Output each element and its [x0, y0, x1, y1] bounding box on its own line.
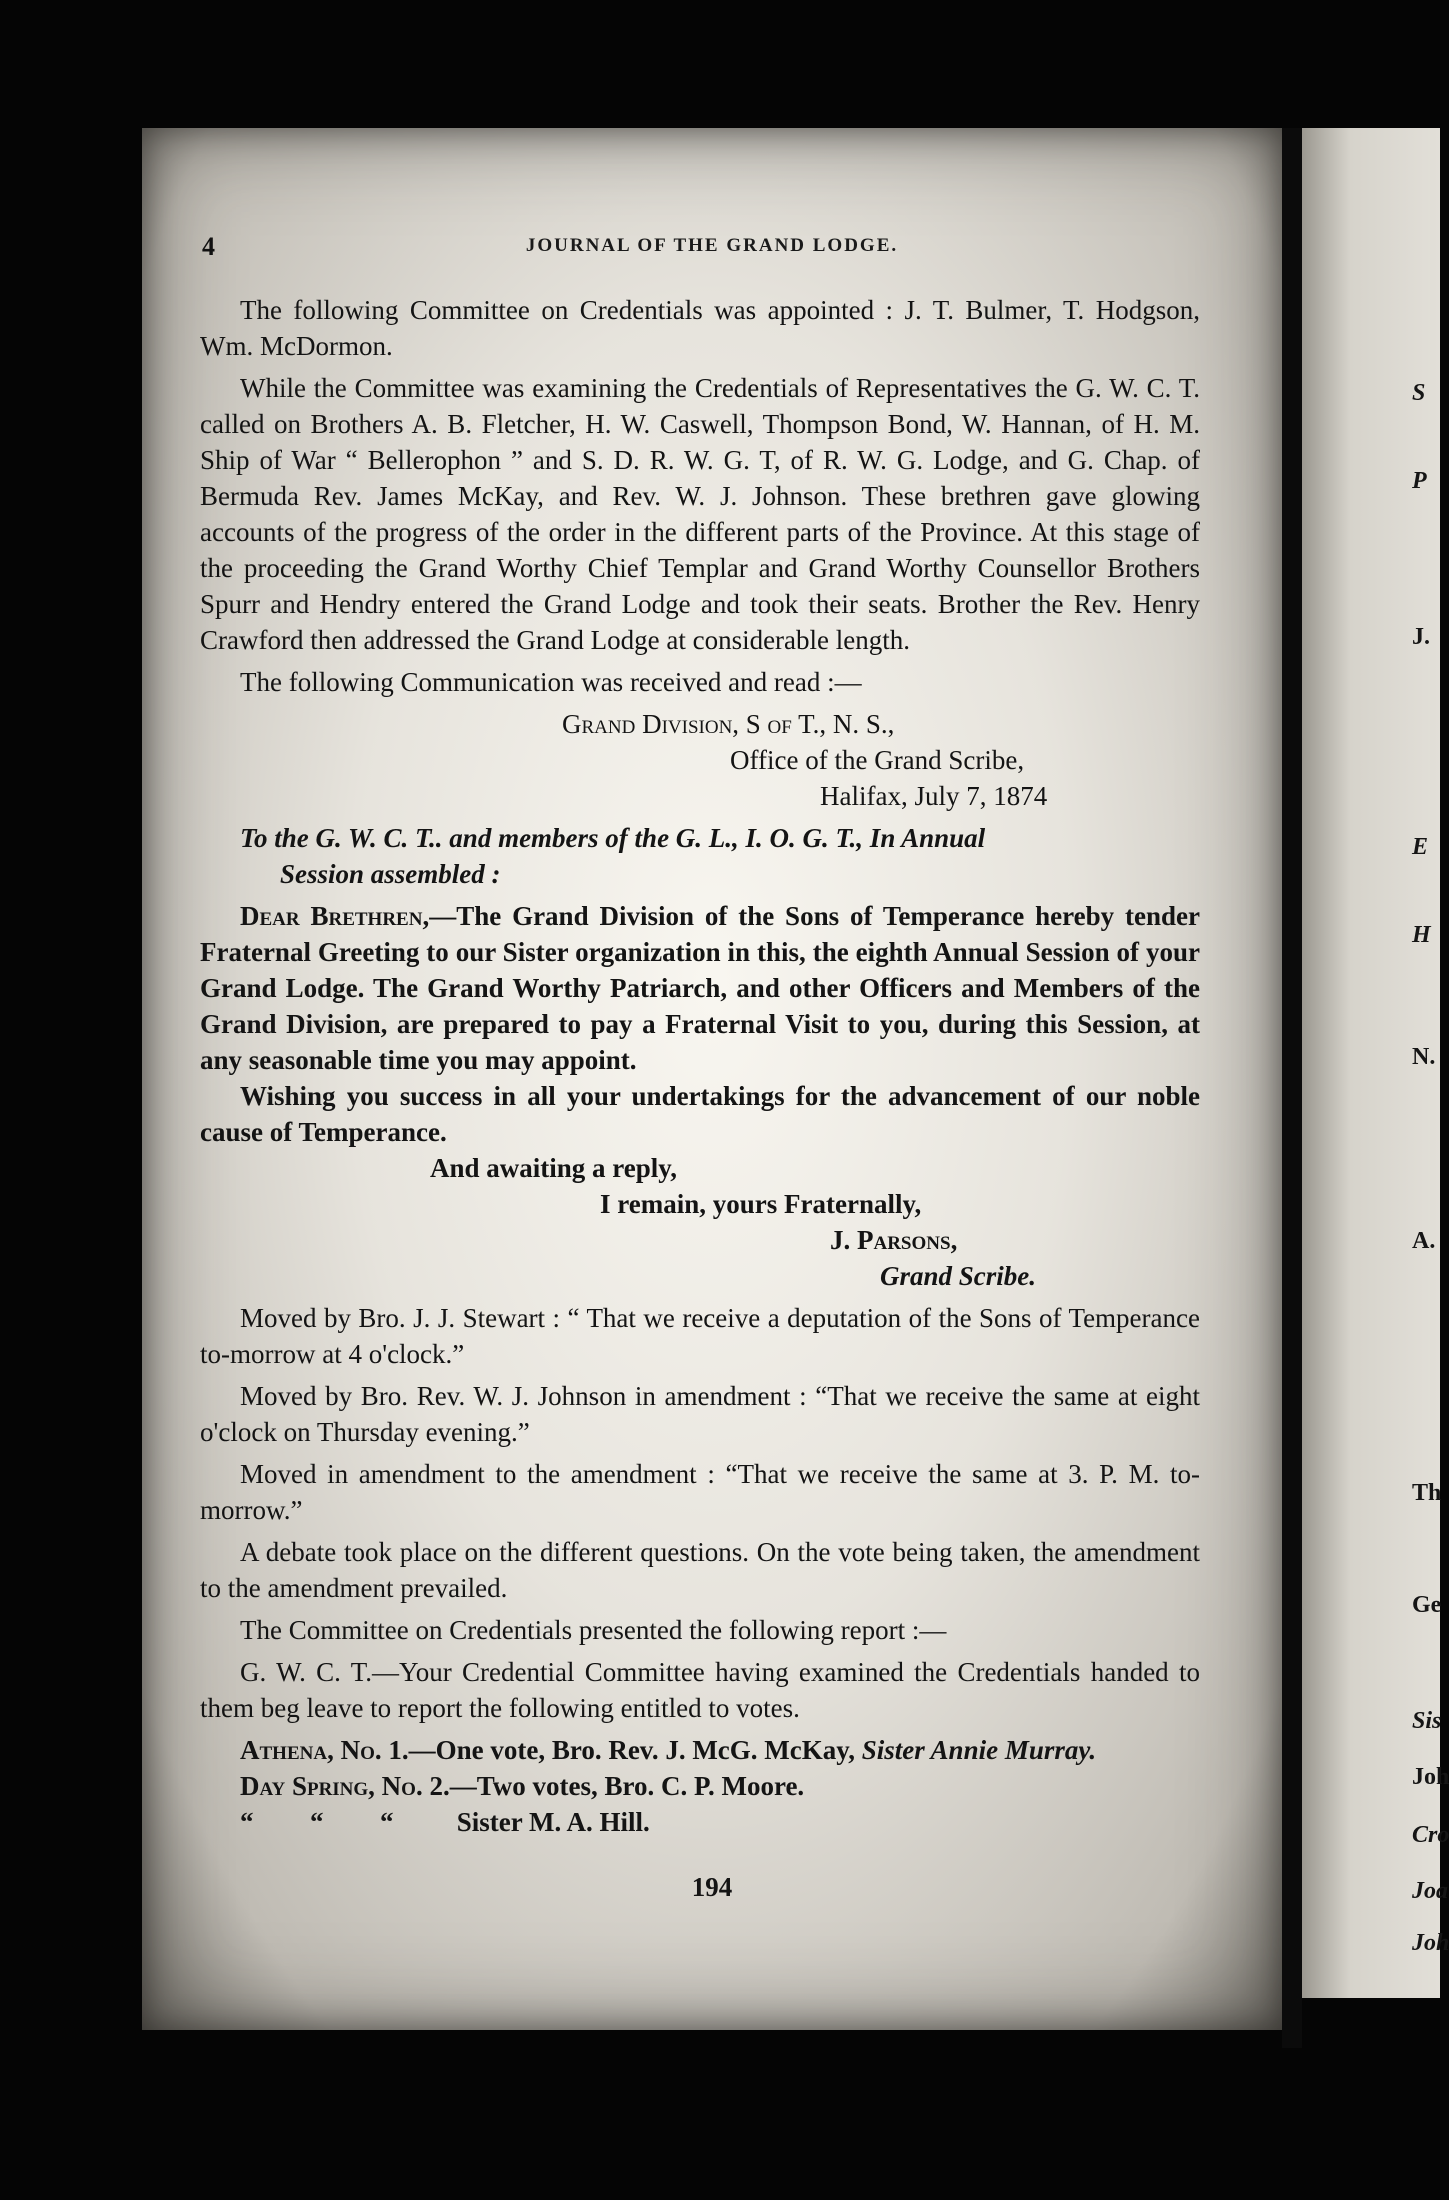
adjacent-fragment: E — [1412, 834, 1429, 860]
letter-paragraph-1-text: —The Grand Division of the Sons of Temperance hereby tender Fraternal Greeting to our Sister organization in this, the eighth Annual Session of your Grand Lodge. The Grand Worthy Patriarch, and other Officers and Members of the Grand Division, are prepared to pay a Fraternal Visit to you, during this Session, at any seasonable time you may appoint. — [200, 901, 1200, 1075]
letter-address-line-2: Office of the Grand Scribe, — [730, 745, 1025, 775]
letter-signature-name: J. Parsons, — [830, 1225, 958, 1255]
credential-entry-day-spring — [200, 1768, 1200, 1804]
ditto-mark: “ — [380, 1807, 394, 1837]
paragraph-gwct-report: G. W. C. T.—Your Credential Committee having examined the Credentials handed to them beg leave to report the following entitled to votes. — [200, 1657, 1200, 1723]
letter-greeting: Dear Brethren, — [240, 901, 430, 931]
entry-sister: Sister Annie Murray. — [861, 1735, 1097, 1765]
running-head — [202, 232, 1222, 262]
ditto-mark: “ — [240, 1807, 254, 1837]
entry-text: —One vote, Bro. Rev. J. McG. McKay, — [408, 1735, 856, 1765]
entry-text: —Two votes, Bro. C. P. Moore. — [449, 1771, 805, 1801]
folio-number: 194 — [691, 1872, 733, 1902]
adjacent-fragment: A. — [1412, 1228, 1436, 1254]
journal-title: JOURNAL OF THE GRAND LODGE. — [525, 235, 899, 256]
lodge-name: Athena, No. 1. — [240, 1735, 409, 1765]
salutation-line-1: To the G. W. C. T.. and members of the G. L., I. O. G. T., In Annual — [240, 823, 986, 853]
adjacent-fragment: P — [1412, 468, 1427, 494]
paragraph-credentials-report: The Committee on Credentials presented the following report :— — [240, 1615, 947, 1645]
paragraph-motion-3: Moved in amendment to the amendment : “That we receive the same at 3. P. M. to-morrow.” — [200, 1459, 1200, 1525]
credential-entry-athena — [200, 1732, 1200, 1768]
letter-address-line-3: Halifax, July 7, 1874 — [820, 781, 1048, 811]
page-body — [200, 292, 1200, 1840]
letter-salutation — [200, 820, 1200, 892]
paragraph-committee: The following Committee on Credentials was appointed : J. T. Bulmer, T. Hodgson, Wm. McDormon. — [200, 295, 1200, 361]
paragraph-motion-2: Moved by Bro. Rev. W. J. Johnson in amendment : “That we receive the same at eight o'clock on Thursday evening.” — [200, 1381, 1200, 1447]
letter-signature-title: Grand Scribe. — [880, 1261, 1037, 1291]
paragraph-motion-1: Moved by Bro. J. J. Stewart : “ That we receive a deputation of the Sons of Temperance to-morrow at 4 o'clock.” — [200, 1303, 1200, 1369]
letter-closing-2: I remain, yours Fraternally, — [600, 1189, 922, 1219]
ditto-mark: “ — [310, 1807, 324, 1837]
adjacent-page-edge — [1302, 128, 1449, 1998]
letter-paragraph-1 — [200, 898, 1200, 1078]
adjacent-fragment: Joh — [1412, 1764, 1449, 1790]
adjacent-fragment: Th — [1412, 1480, 1442, 1506]
paragraph-communication: The following Communication was received and read :— — [240, 667, 862, 697]
adjacent-fragment: Joh — [1412, 1930, 1449, 1956]
adjacent-fragment: J. — [1412, 624, 1430, 650]
salutation-line-2: Session assembled : — [280, 859, 501, 889]
page-gutter — [1282, 128, 1302, 2048]
adjacent-fragment: S — [1412, 380, 1426, 406]
letter-paragraph-2: Wishing you success in all your undertakings for the advancement of our noble cause of Temperance. — [200, 1081, 1200, 1147]
letter-address-line-1: Grand Division, S of T., N. S., — [562, 709, 895, 739]
lodge-name: Day Spring, No. 2. — [240, 1771, 450, 1801]
adjacent-fragment: H — [1412, 922, 1431, 948]
journal-page — [142, 128, 1282, 2030]
adjacent-fragment: Ge — [1412, 1592, 1442, 1618]
letter-closing-1: And awaiting a reply, — [430, 1153, 678, 1183]
adjacent-fragment: N. — [1412, 1044, 1436, 1070]
credential-entry-ditto — [200, 1804, 1200, 1840]
page-number: 4 — [202, 232, 215, 261]
adjacent-fragment: Cro — [1412, 1822, 1449, 1848]
entry-sister: Sister M. A. Hill. — [456, 1807, 650, 1837]
paragraph-examination: While the Committee was examining the Credentials of Representatives the G. W. C. T. called on Brothers A. B. Fletcher, H. W. Caswell, Thompson Bond, W. Hannan, of H. M. Ship of War “ Bellerophon ” and S. D. R. W. G. T, of R. W. G. Lodge, and G. Chap. of Bermuda Rev. James McKay, and Rev. W. J. Johnson. These brethren gave glowing accounts of the progress of the order in the different parts of the Province. At this stage of the proceeding the Grand Worthy Chief Templar and Grand Worthy Counsellor Brothers Spurr and Hendry entered the Grand Lodge and took their seats. Brother the Rev. Henry Crawford then addressed the Grand Lodge at considerable length. — [200, 373, 1200, 655]
adjacent-fragment: Sis — [1412, 1708, 1442, 1734]
adjacent-fragment: Joa — [1412, 1878, 1448, 1904]
paragraph-debate: A debate took place on the different questions. On the vote being taken, the amendment to the amendment prevailed. — [200, 1537, 1200, 1603]
